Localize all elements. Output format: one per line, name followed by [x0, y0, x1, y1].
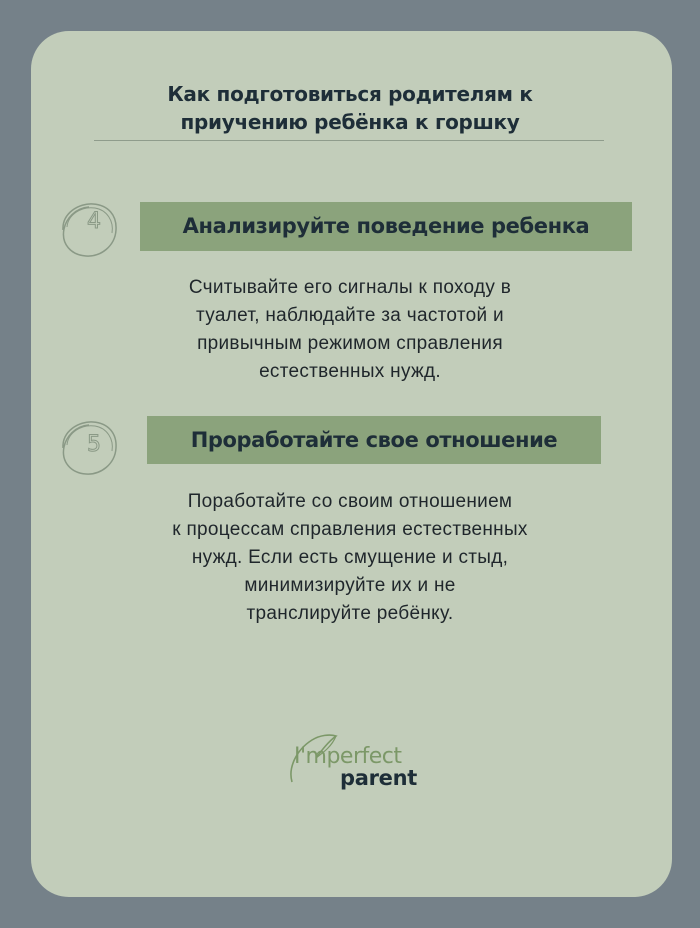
step-5-heading-banner: [147, 416, 601, 464]
step-4-line-4: естественных нужд.: [259, 361, 441, 382]
step-5-line-5: транслируйте ребёнку.: [246, 603, 454, 624]
logo-text-line-1: I'mperfect: [294, 744, 402, 769]
step-5-line-1: Поработайте со своим отношением: [187, 491, 513, 512]
step-4-line-2: туалет, наблюдайте за частотой и: [196, 305, 504, 326]
page-title: [0, 80, 700, 136]
page-title-line-2: приучению ребёнка к горшку: [180, 110, 520, 134]
step-5-line-3: нужд. Если есть смущение и стыд,: [191, 547, 509, 568]
step-5-line-4: минимизируйте их и не: [244, 575, 456, 596]
page-title-line-1: Как подготовиться родителям к: [167, 82, 533, 106]
step-5-description: [100, 488, 600, 628]
step-4-description: [100, 274, 600, 386]
step-5-number-badge: [55, 417, 121, 479]
imperfect-parent-logo: [286, 732, 420, 792]
step-5-line-2: к процессам справления естественных: [172, 519, 528, 540]
logo-text-line-2: parent: [340, 766, 417, 790]
step-4-heading: Анализируйте поведение ребенка: [182, 214, 590, 238]
step-4-number: 4: [87, 209, 101, 234]
step-4-line-1: Считывайте его сигналы к походу в: [188, 277, 512, 298]
title-divider: [94, 140, 604, 141]
step-5-number: 5: [87, 432, 101, 457]
step-4-line-3: привычным режимом справления: [197, 333, 503, 354]
step-4-number-badge: [55, 199, 121, 261]
step-4-heading-banner: [140, 202, 632, 251]
step-5-heading: Проработайте свое отношение: [190, 428, 558, 452]
